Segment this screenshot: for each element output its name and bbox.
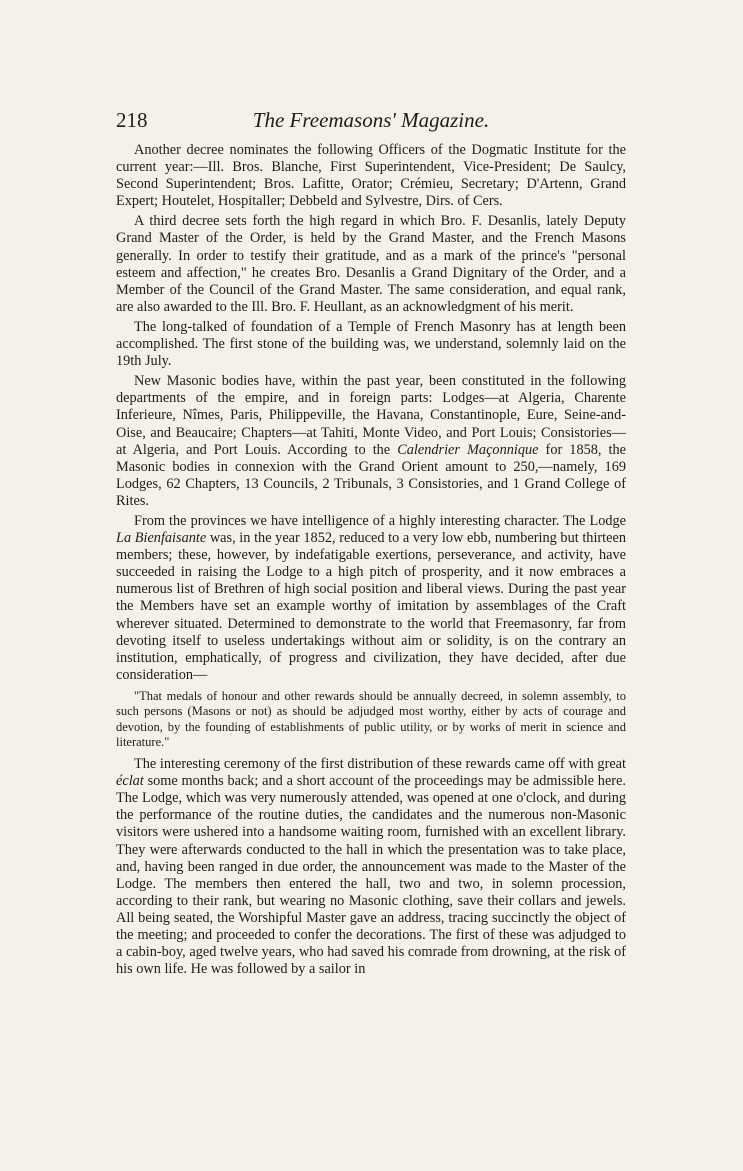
paragraph-provinces: [116, 513, 626, 684]
italic-title: Calendrier Maçonnique: [397, 441, 539, 458]
block-quote-resolution: "That medals of honour and other rewards should be annually decreed, in solemn assembly, to such persons (Masons or not) as should be adjudged most worthy, either by acts of courage and devotion, by the founding of establishments of public utility, or by works of merit in science and literature.": [116, 688, 626, 749]
paragraph-temple-foundation: The long-talked of foundation of a Temple of French Masonry has at length been accomplished. The first stone of the building was, we understand, solemnly laid on the 19th July.: [116, 318, 626, 370]
paragraph-new-masonic-bodies: [116, 373, 626, 510]
page-number: 218: [116, 108, 148, 132]
text-run: New Masonic bodies have, within the past year, been constituted in the following departments of the empire, and in foreign parts: Lodges—at Algeria, Charente Inferieure, Nîmes, Paris, Philippeville, the Havana, Constantinople, Eure, Seine-and-Oise, and Beaucaire; Chapters—at Tahiti, Monte Video, and Port Louis; Consistories—at Algeria, and Port Louis. According to the: [116, 373, 626, 458]
paragraph-desanlis-decree: A third decree sets forth the high regard in which Bro. F. Desanlis, lately Deputy Grand Master of the Order, is held by the Grand Master, and the French Masons generally. In order to testify their gratitude, and as a mark of the prince's "personal esteem and affection," he creates Bro. Desanlis a Grand Dignitary of the Order, and a Member of the Council of the Grand Master. The same consideration, and equal rank, are also awarded to the Ill. Bro. F. Heullant, as an acknowledgment of his merit.: [116, 213, 626, 315]
italic-word: éclat: [116, 773, 144, 790]
text-run: was, in the year 1852, reduced to a very low ebb, numbering but thirteen members; these, however, by indefatigable exertions, perseverance, and activity, have succeeded in raising the Lodge to a high pitch of prosperity, and it now embraces a numerous list of Brethren of high social position and liberal views. During the past year the Members have set an example worthy of imitation by assemblages of the Craft wherever situated. Determined to demonstrate to the world that Freemasonry, far from devoting itself to useless undertakings without aim or solidity, is on the contrary an institution, emphatically, of progress and civilization, they have decided, after due consideration—: [116, 530, 626, 683]
running-title: The Freemasons' Magazine.: [252, 108, 490, 132]
paragraph-ceremony: [116, 756, 626, 978]
text-run: The interesting ceremony of the first distribution of these rewards came off with great: [134, 756, 626, 773]
text-run: for 1858, the Masonic bodies in connexion with the Grand Orient amount to 250,—namely, 169 Lodges, 62 Chapters, 13 Councils, 2 Tribunals, 3 Consistories, and 1 Grand College of Rites.: [116, 441, 626, 509]
article-body: [116, 142, 626, 981]
page-header: [116, 108, 626, 136]
text-run: some months back; and a short account of the proceedings may be admissible here. The Lodge, which was very numerously attended, was opened at one o'clock, and during the performance of the routine duties, the candidates and the numerous non-Masonic visitors were ushered into a handsome waiting room, furnished with an excellent library. They were afterwards conducted to the hall in which the presentation was to take place, and, having been ranged in due order, the announcement was made to the Master of the Lodge. The members then entered the hall, two and two, in solemn procession, according to their rank, but wearing no Masonic clothing, save their collars and jewels. All being seated, the Worshipful Master gave an address, tracing succinctly the object of the meeting; and proceeded to confer the decorations. The first of these was adjudged to a cabin-boy, aged twelve years, who had saved his comrade from drowning, at the risk of his own life. He was followed by a sailor in: [116, 773, 626, 978]
italic-lodge-name: La Bienfaisante: [116, 530, 207, 547]
text-run: From the provinces we have intelligence of a highly interesting character. The Lodge: [134, 512, 626, 529]
paragraph-dogmatic-institute: Another decree nominates the following Officers of the Dogmatic Institute for the current year:—Ill. Bros. Blanche, First Superintendent, Vice-President; De Saulcy, Second Superintendent; Bros. Lafitte, Orator; Crémieu, Secretary; D'Artenn, Grand Expert; Houtelet, Hospitaller; Debbeld and Sylvestre, Dirs. of Cers.: [116, 142, 626, 210]
